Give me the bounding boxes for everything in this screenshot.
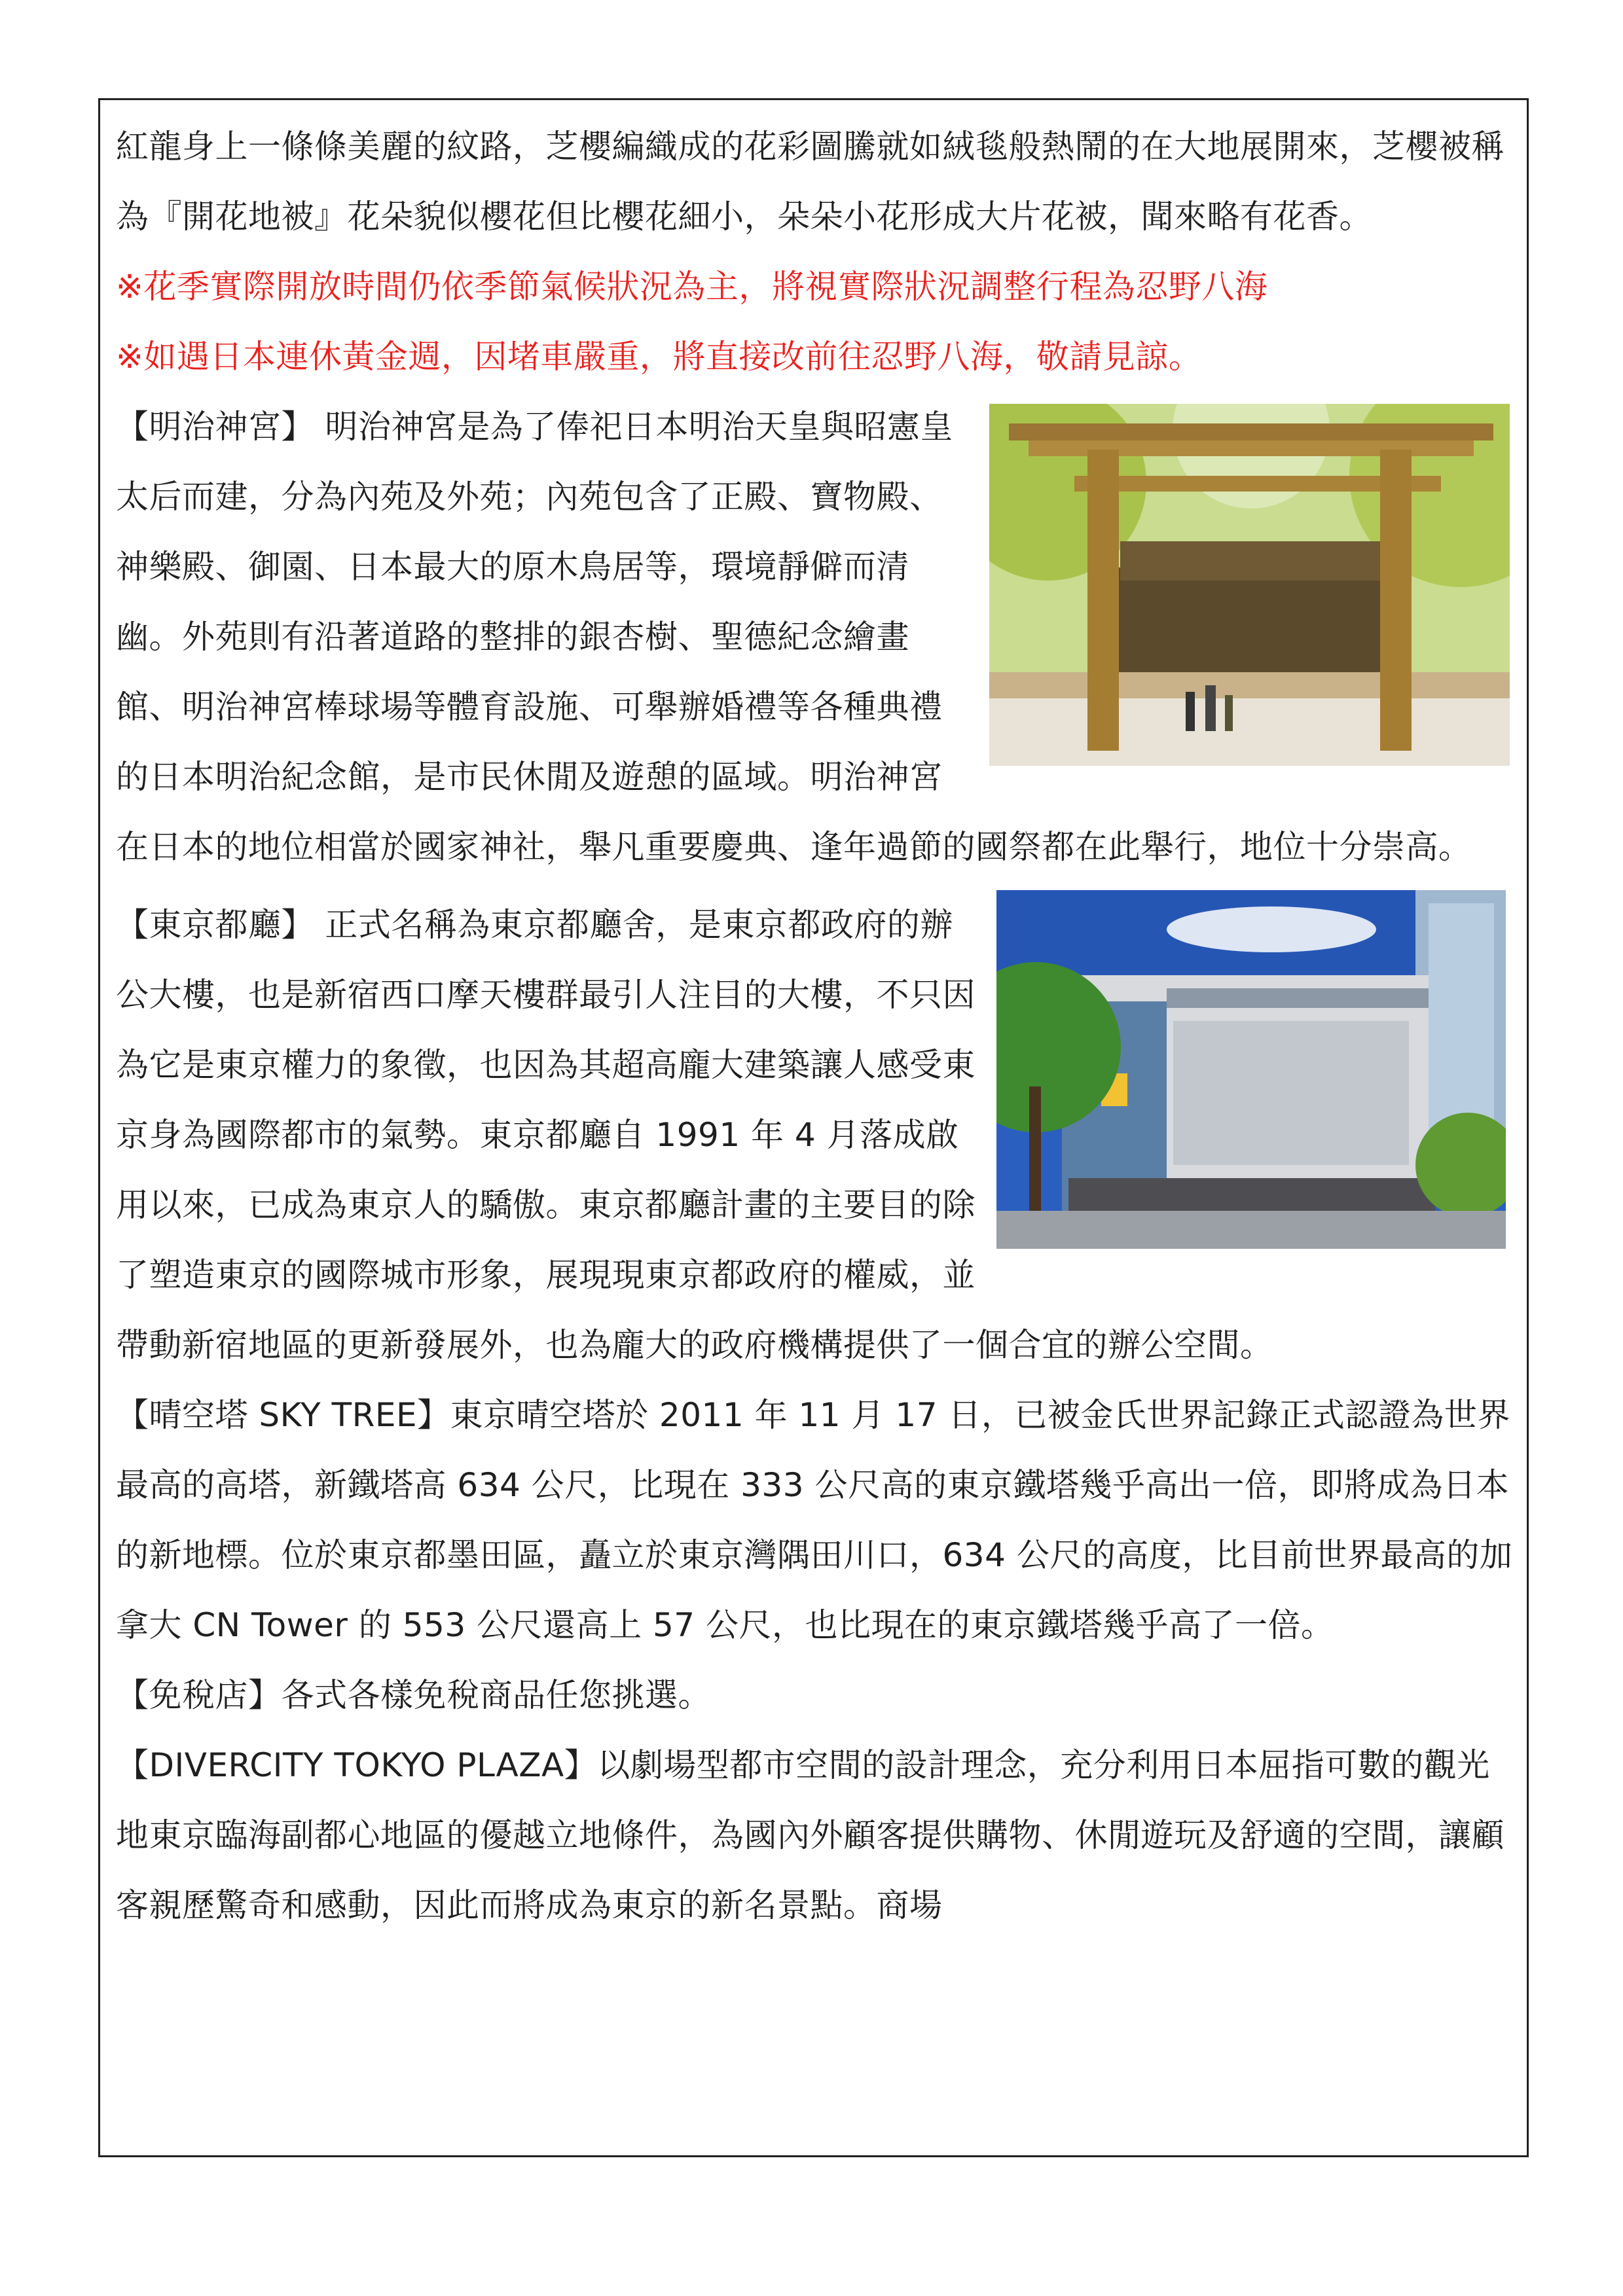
- paragraph-sky-tree: 【晴空塔 SKY TREE】東京晴空塔於 2011 年 11 月 17 日，已被金氏世界記錄正式認證為世界最高的高塔，新鐵塔高 634 公尺，比現在 333 公尺高的東京鐵塔幾乎高出一倍，即將成為日本的新地標。位於東京都墨田區，矗立於東京灣隅田川口，634 公尺的高度，比目前世界最高的加拿大 CN Tower 的 553 公尺還高上 57 公尺，也比現在的東京鐵塔幾乎高了一倍。: [116, 1396, 1513, 1644]
- paragraph-duty-free: 【免稅店】各式各樣免稅商品任您挑選。: [116, 1676, 711, 1714]
- spacer: [116, 882, 1514, 890]
- notice-flower-season: ※花季實際開放時間仍依季節氣候狀況為主，將視實際狀況調整行程為忍野八海: [116, 268, 1268, 306]
- paragraph-meiji-shrine: 【明治神宮】 明治神宮是為了俸祀日本明治天皇與昭憲皇太后而建，分為內苑及外苑；內苑包含了正殿、寶物殿、神樂殿、御園、日本最大的原木鳥居等，環境靜僻而清幽。外苑則有沿著道路的整排的銀杏樹、聖德紀念繪畫館、明治神宮棒球場等體育設施、可舉辦婚禮等各種典禮的日本明治紀念館，是市民休閒及遊憩的區域。明治神宮在日本的地位相當於國家神社，舉凡重要慶典、逢年過節的國祭都在此舉行，地位十分崇高。: [116, 408, 1472, 866]
- torii-gate-image: [989, 404, 1510, 766]
- paragraph-shibazakura: 紅龍身上一條條美麗的紋路，芝櫻編織成的花彩圖騰就如絨毯般熱鬧的在大地展開來，芝櫻被稱為『開花地被』花朵貌似櫻花但比櫻花細小，朵朵小花形成大片花被，聞來略有花香。: [116, 128, 1504, 236]
- tokyo-building-photo: [996, 890, 1506, 1249]
- meiji-shrine-torii-photo: [989, 404, 1510, 766]
- notice-golden-week: ※如遇日本連休黃金週，因堵車嚴重，將直接改前往忍野八海，敬請見諒。: [116, 338, 1202, 376]
- tokyo-building-image: [996, 890, 1506, 1249]
- document-body: [116, 112, 1514, 1941]
- paragraph-tokyo-metropolitan-government: 【東京都廳】 正式名稱為東京都廳舍，是東京都政府的辦公大樓，也是新宿西口摩天樓群最引人注目的大樓，不只因為它是東京權力的象徵，也因為其超高龐大建築讓人感受東京身為國際都市的氣勢。東京都廳自 1991 年 4 月落成啟用以來，已成為東京人的驕傲。東京都廳計畫的主要目的除了塑造東京的國際城市形象，展現現東京都政府的權威，並帶動新宿地區的更新發展外，也為龐大的政府機構提供了一個合宜的辦公空間。: [116, 906, 1273, 1364]
- page-frame: [98, 98, 1529, 2157]
- paragraph-divercity: 【DIVERCITY TOKYO PLAZA】以劇場型都市空間的設計理念，充分利用日本屈指可數的觀光地東京臨海副都心地區的優越立地條件，為國內外顧客提供購物、休閒遊玩及舒適的空間，讓顧客親歷驚奇和感動，因此而將成為東京的新名景點。商場: [116, 1746, 1504, 1924]
